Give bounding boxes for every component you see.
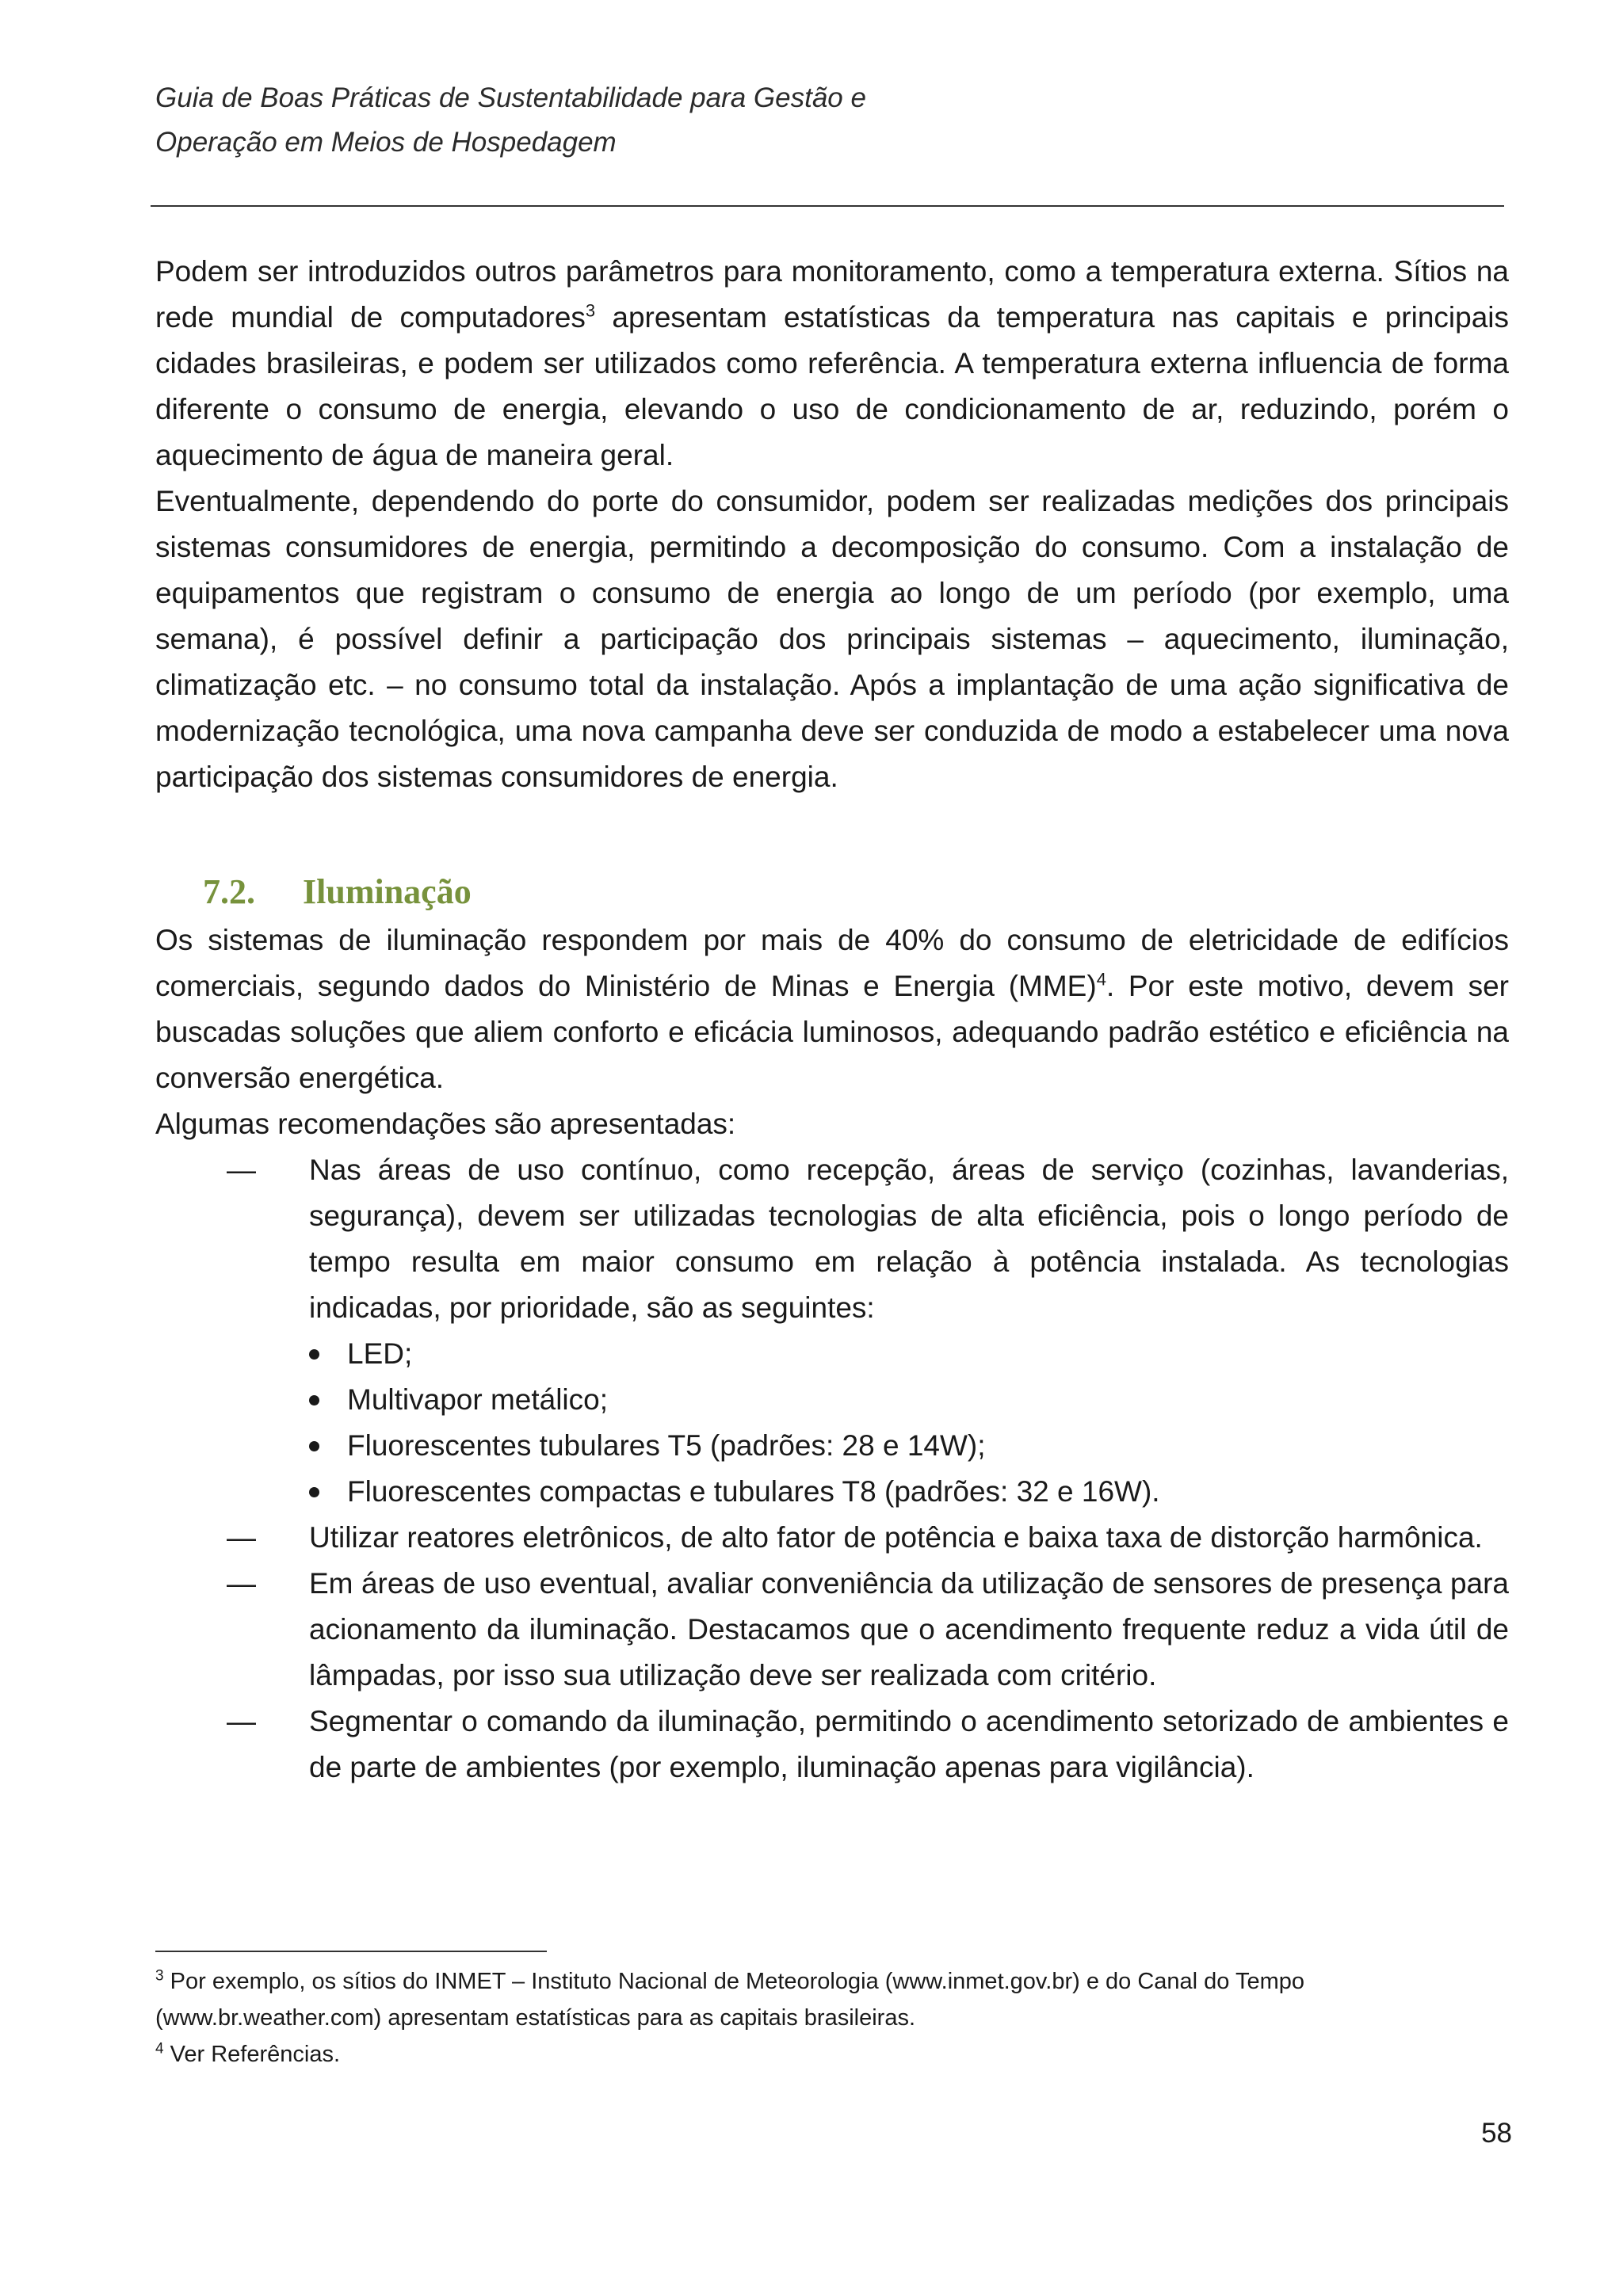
dash-marker: — [227,1705,256,1737]
footnote-ref-3[interactable]: 3 [585,300,596,321]
footnote-4: $^4$ Ver Referências. [155,2040,341,2067]
list-item: — Segmentar o comando da iluminação, permitindo o acendimento setorizado de ambientes e de parte de ambientes (por exemplo, iluminação apenas para vigilância). [155,1699,1509,1791]
section-heading [203,868,472,916]
page-number: 58 [1481,2118,1512,2149]
list-item: Multivapor metálico; [309,1377,1509,1423]
section-title: Iluminação [303,872,472,911]
dash-marker: — [227,1154,256,1186]
list-item: Fluorescentes compactas e tubulares T8 (padrões: 32 e 16W). [309,1469,1509,1515]
list-item: LED; [309,1331,1509,1377]
footnote-ref-4[interactable]: 4 [1096,969,1106,990]
bullet-icon [309,1441,319,1451]
paragraph-measurements: Eventualmente, dependendo do porte do consumidor, podem ser realizadas medições dos principais sistemas consumidores de energia, permitindo a decomposição do consumo. Com a instalação de equipamentos que registram o consumo de energia ao longo de um período (por exemplo, uma semana), é possível definir a participação dos principais sistemas – aquecimento, iluminação, climatização etc. – no consumo total da instalação. Após a implantação de uma ação significativa de modernização tecnológica, uma nova campanha deve ser conduzida de modo a estabelecer uma nova participação dos sistemas consumidores de energia. [155,485,1509,793]
footnote-3: $^3$ Por exemplo, os sítios do INMET – Instituto Nacional de Meteorologia (www.inmet.gov.br) e do Canal do Tempo (www.br.weather.com) apresentam estatísticas para as capitais brasileiras. [155,1967,1305,2031]
list-item: — Nas áreas de uso contínuo, como recepção, áreas de serviço (cozinhas, lavanderias, segurança), devem ser utilizadas tecnologias de alta eficiência, pois o longo período de tempo resulta em maior consumo em relação à potência instalada. As tecnologias indicadas, por prioridade, são as seguintes: LED; Multivapor metálico; Fluorescentes tubulares T5 (padrões: 28 e 14W); Fluorescentes compactas e tubulares T8 (padrões: 32 e 16W). [155,1147,1509,1515]
header-divider [151,205,1504,207]
paragraph-lighting-intro: Os sistemas de iluminação respondem por mais de 40% do consumo de eletricidade de edifícios comerciais, segundo dados do Ministério de Minas e Energia (MME)$^4$. Por este motivo, devem ser buscadas soluções que aliem conforto e eficácia luminosos, adequando padrão estético e eficiência na conversão energética. [155,924,1509,1094]
footnote-divider [155,1951,547,1952]
dash-marker: — [227,1521,256,1554]
list-item: — Em áreas de uso eventual, avaliar conveniência da utilização de sensores de presença para acionamento da iluminação. Destacamos que o acendimento frequente reduz a vida útil de lâmpadas, por isso sua utilização deve ser realizada com critério. [155,1561,1509,1699]
bullet-icon [309,1395,319,1405]
list-item: Fluorescentes tubulares T5 (padrões: 28 e 14W); [309,1423,1509,1469]
list-item: — Utilizar reatores eletrônicos, de alto fator de potência e baixa taxa de distorção harmônica. [155,1515,1509,1561]
header-line-1: Guia de Boas Práticas de Sustentabilidade para Gestão e [155,82,866,113]
section-number: 7.2. [203,872,255,911]
running-header [155,76,1503,165]
bullet-icon [309,1487,319,1497]
footnotes [155,1963,1509,2073]
dash-marker: — [227,1567,256,1600]
technologies-list [309,1331,1509,1515]
header-line-2: Operação em Meios de Hospedagem [155,127,617,158]
bullet-icon [309,1349,319,1360]
paragraph-temperature: Podem ser introduzidos outros parâmetros para monitoramento, como a temperatura externa. Sítios na rede mundial de computadores$^3$ apresentam estatísticas da temperatura nas capitais e principais cidades brasileiras, e podem ser utilizados como referência. A temperatura externa influencia de forma diferente o consumo de energia, elevando o uso de condicionamento de ar, reduzindo, porém o aquecimento de água de maneira geral. [155,255,1509,471]
recommendations-list [155,1147,1509,1791]
paragraph-recommendations-intro: Algumas recomendações são apresentadas: [155,1108,736,1140]
